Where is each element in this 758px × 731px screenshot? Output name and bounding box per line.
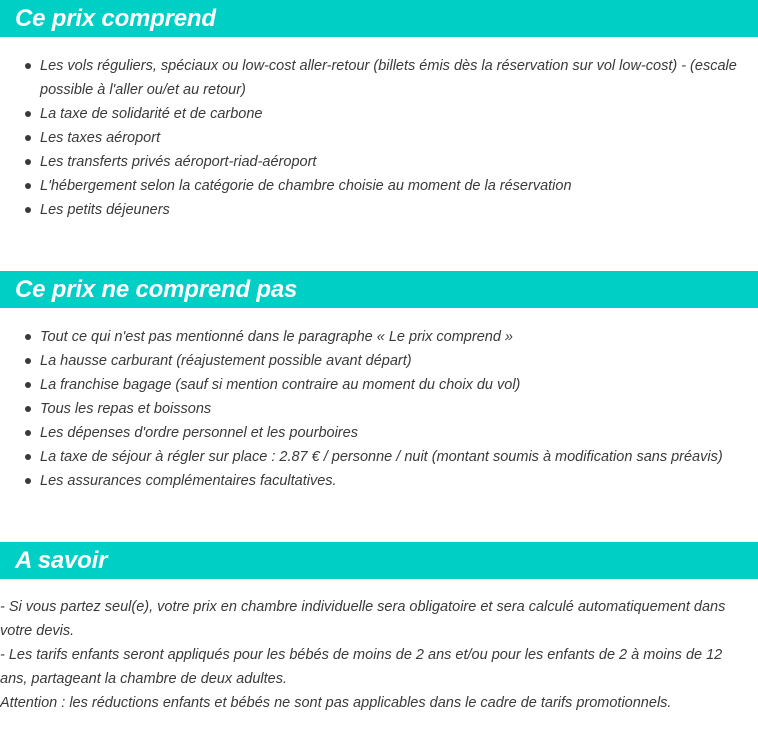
section-title-info: A savoir: [15, 546, 108, 574]
list-item: Tout ce qui n'est pas mentionné dans le paragraphe « Le prix comprend »: [0, 325, 758, 349]
info-line: - Si vous partez seul(e), votre prix en chambre individuelle sera obligatoire et sera calculé automatiquement dans votre devis.: [0, 599, 726, 639]
list-item: Les dépenses d'ordre personnel et les pourboires: [0, 421, 758, 445]
info-line: Attention : les réductions enfants et bébés ne sont pas applicables dans le cadre de tarifs promotionnels.: [0, 695, 672, 711]
list-item: L'hébergement selon la catégorie de chambre choisie au moment de la réservation: [0, 174, 758, 198]
section-info: [0, 542, 758, 715]
list-item: La taxe de séjour à régler sur place : 2.87 € / personne / nuit (montant soumis à modification sans préavis): [0, 445, 758, 469]
list-item: La franchise bagage (sauf si mention contraire au moment du choix du vol): [0, 373, 758, 397]
list-item: La taxe de solidarité et de carbone: [0, 102, 758, 126]
list-item: Les vols réguliers, spéciaux ou low-cost aller-retour (billets émis dès la réservation sur vol low-cost) - (escale possible à l'aller ou/et au retour): [0, 54, 758, 102]
list-item: Les transferts privés aéroport-riad-aéroport: [0, 150, 758, 174]
section-header-info: [0, 542, 758, 579]
section-title-excluded: Ce prix ne comprend pas: [15, 275, 298, 303]
list-item: Les petits déjeuners: [0, 198, 758, 222]
info-line: - Les tarifs enfants seront appliqués pour les bébés de moins de 2 ans et/ou pour les enfants de 2 à moins de 12 ans, partageant la chambre de deux adultes.: [0, 647, 723, 687]
list-item: Les taxes aéroport: [0, 126, 758, 150]
excluded-list: [0, 325, 758, 493]
info-notes: [0, 595, 758, 715]
list-item: Les assurances complémentaires facultatives.: [0, 469, 758, 493]
section-header-excluded: [0, 271, 758, 308]
section-header-included: [0, 0, 758, 37]
included-list: [0, 54, 758, 222]
section-excluded: [0, 271, 758, 493]
list-item: Tous les repas et boissons: [0, 397, 758, 421]
section-included: [0, 0, 758, 222]
list-item: La hausse carburant (réajustement possible avant départ): [0, 349, 758, 373]
section-title-included: Ce prix comprend: [15, 4, 216, 32]
